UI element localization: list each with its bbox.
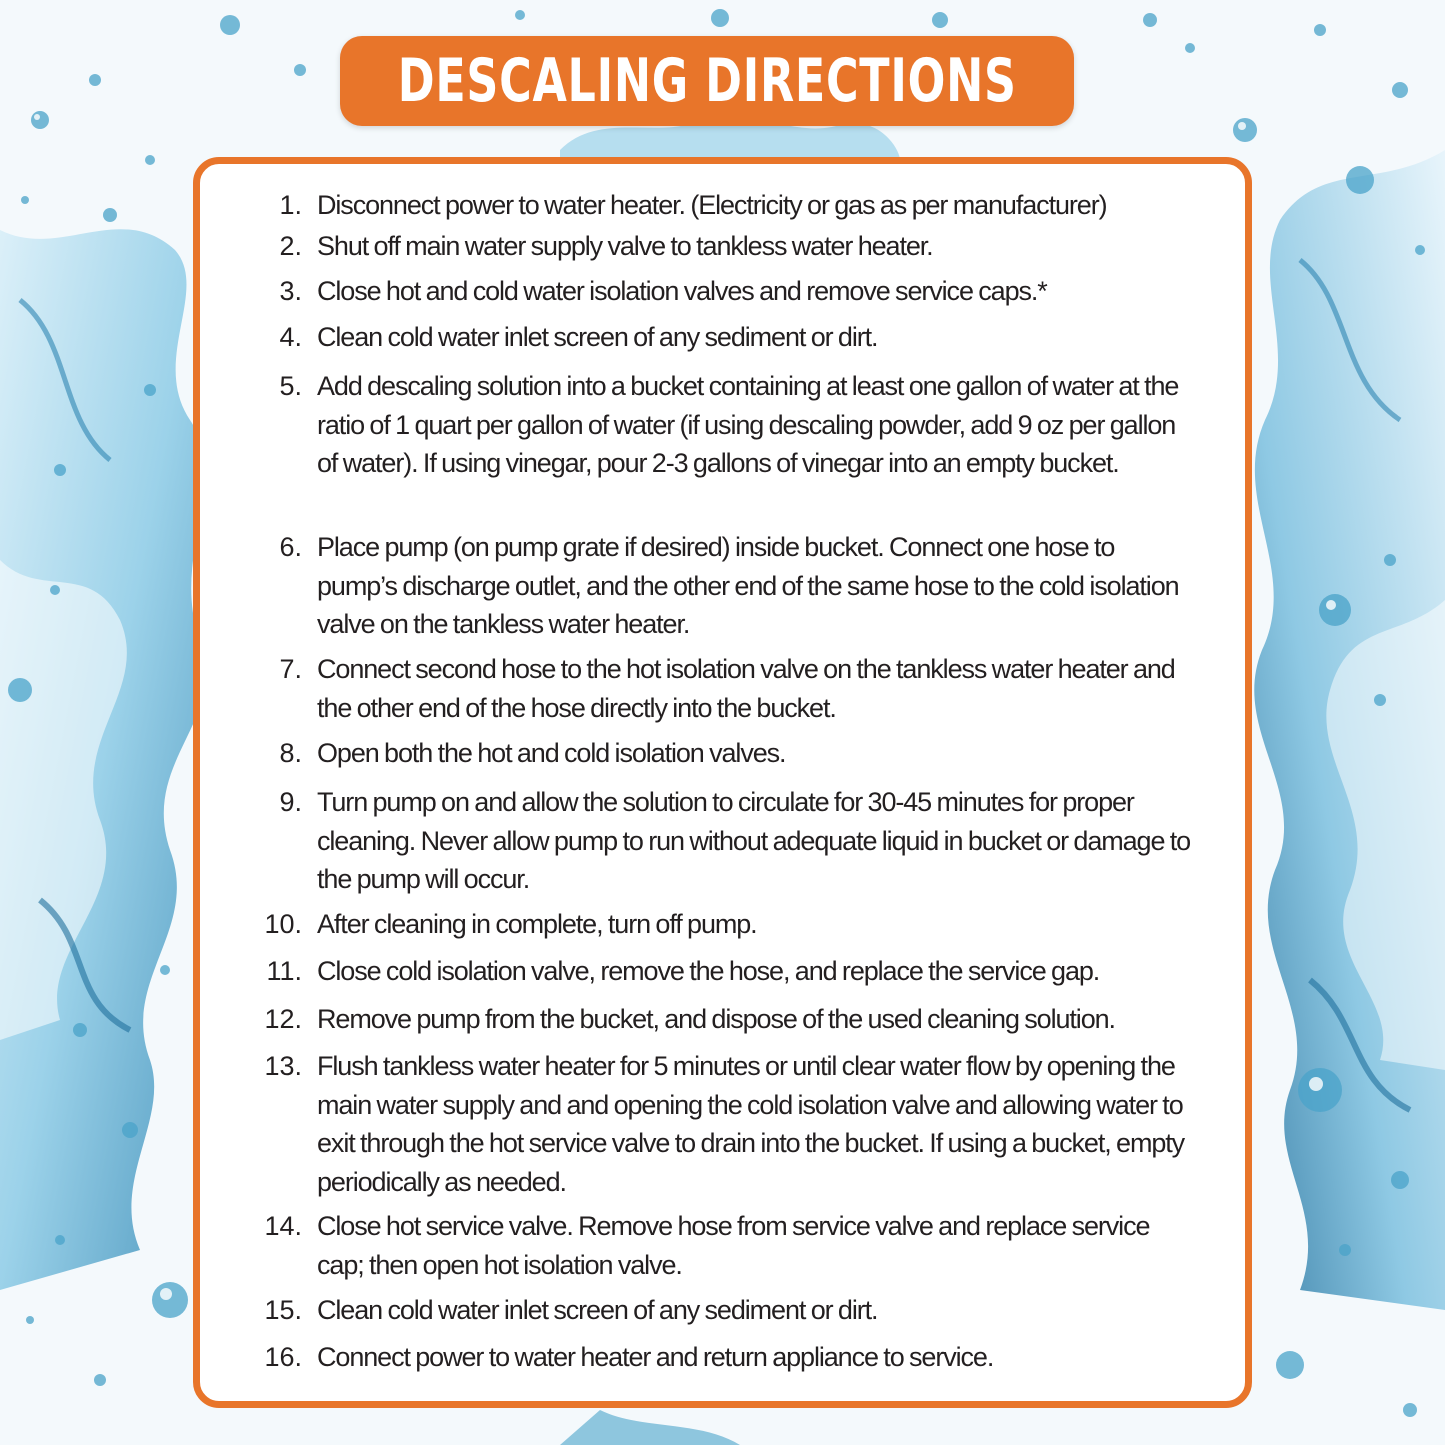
- step-text: Turn pump on and allow the solution to circulate for 30-45 minutes for proper cleaning. Never allow pump to run without adequate liquid in bucket or damage to the pump will occur.: [317, 787, 1191, 894]
- step-text: Close hot service valve. Remove hose from service valve and replace service cap; then open hot isolation valve.: [317, 1211, 1150, 1280]
- step-number: 11.: [266, 956, 302, 986]
- step-number: 2.: [279, 231, 302, 261]
- step-number: 3.: [279, 276, 302, 306]
- step-text: Connect second hose to the hot isolation valve on the tankless water heater and the other end of the hose directly into the bucket.: [317, 654, 1175, 723]
- step-text: Clean cold water inlet screen of any sediment or dirt.: [317, 1295, 878, 1325]
- directions-card: [193, 157, 1252, 1408]
- step-number: 16.: [264, 1342, 302, 1372]
- steps-list: [200, 164, 1259, 1415]
- step-text: Close hot and cold water isolation valves and remove service caps.*: [317, 276, 1047, 306]
- step-text: Place pump (on pump grate if desired) inside bucket. Connect one hose to pump’s discharge outlet, and the other end of the same hose to the cold isolation valve on the tankless water heater.: [317, 532, 1179, 639]
- step-text: Open both the hot and cold isolation valves.: [317, 738, 786, 768]
- step-number: 1.: [279, 190, 302, 220]
- step-number: 6.: [279, 532, 302, 562]
- step-text: Remove pump from the bucket, and dispose of the used cleaning solution.: [317, 1004, 1115, 1034]
- step-number: 15.: [264, 1295, 302, 1325]
- step-text: Shut off main water supply valve to tankless water heater.: [317, 231, 933, 261]
- step-number: 8.: [279, 738, 302, 768]
- step-number: 4.: [279, 322, 302, 352]
- step-number: 7.: [279, 654, 302, 684]
- step-number: 12.: [264, 1004, 302, 1034]
- step-text: Connect power to water heater and return appliance to service.: [317, 1342, 994, 1372]
- step-number: 13.: [264, 1051, 302, 1081]
- step-text: After cleaning in complete, turn off pump.: [317, 909, 757, 939]
- step-text: Disconnect power to water heater. (Electricity or gas as per manufacturer): [317, 190, 1107, 220]
- step-number: 14.: [264, 1211, 302, 1241]
- step-number: 10.: [264, 909, 302, 939]
- step-text: Clean cold water inlet screen of any sediment or dirt.: [317, 322, 878, 352]
- page-title: DESCALING DIRECTIONS: [397, 46, 1017, 116]
- title-banner: [340, 36, 1074, 126]
- step-text: Flush tankless water heater for 5 minutes or until clear water flow by opening the main water supply and and opening the cold isolation valve and allowing water to exit through the hot service valve to drain into the bucket. If using a bucket, empty periodically as needed.: [317, 1051, 1185, 1197]
- step-number: 5.: [279, 371, 302, 401]
- step-text: Add descaling solution into a bucket containing at least one gallon of water at the ratio of 1 quart per gallon of water (if using descaling powder, add 9 oz per gallon of water). If using vinegar, pour 2-3 gallons of vinegar into an empty bucket.: [317, 371, 1179, 478]
- step-number: 9.: [279, 787, 302, 817]
- step-text: Close cold isolation valve, remove the hose, and replace the service gap.: [317, 956, 1100, 986]
